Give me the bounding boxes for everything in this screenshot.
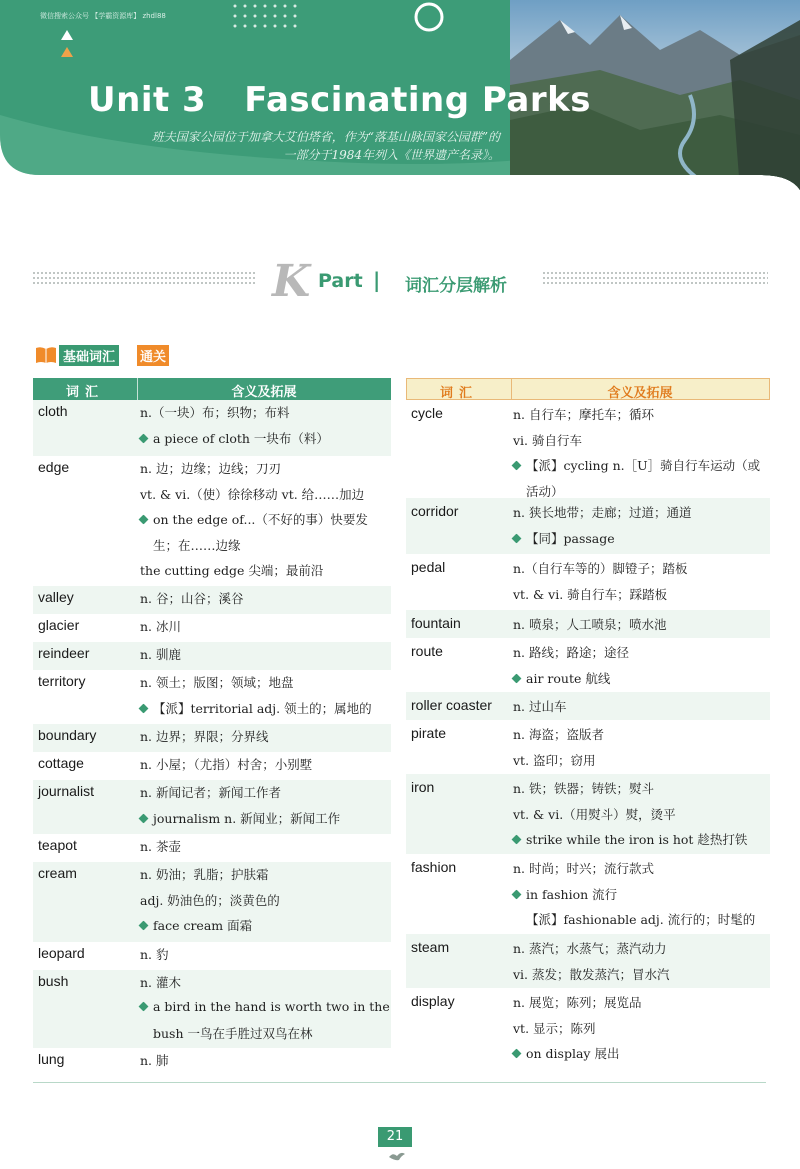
table-header <box>33 378 391 400</box>
line-text: n.（一块）布；织物；布料 <box>140 405 290 420</box>
line-text: n. 豹 <box>140 947 169 962</box>
example-phrase <box>140 809 340 827</box>
vocab-word: pirate <box>411 725 447 741</box>
pen-icon <box>139 703 149 713</box>
line-text: vt. 盗印；窃用 <box>513 752 596 768</box>
vocab-entry <box>33 834 391 862</box>
line-text: n. 喷泉；人工喷泉；喷水池 <box>513 617 667 632</box>
example-phrase <box>140 999 390 1014</box>
vocab-entry <box>33 614 391 642</box>
pen-icon <box>139 813 149 823</box>
line-text: n. 新闻记者；新闻工作者 <box>140 785 281 800</box>
pen-icon <box>512 673 522 683</box>
part-word: Part <box>318 270 363 292</box>
line-text: n. 自行车；摩托车；循环 <box>513 407 654 422</box>
pen-icon <box>139 921 149 931</box>
line-text: vi. 骑自行车 <box>513 432 583 448</box>
line-text: n. 过山车 <box>513 699 567 714</box>
vocab-entry <box>33 862 391 942</box>
part-heading-decoration <box>0 258 800 308</box>
table-body <box>33 400 391 1076</box>
definition-line <box>513 751 596 769</box>
line-text: 【同】passage <box>526 530 615 546</box>
definition-line <box>513 615 667 633</box>
pen-icon <box>512 889 522 899</box>
definition-line <box>513 725 604 743</box>
line-text: vt. 显示；陈列 <box>513 1020 596 1036</box>
example-phrase <box>140 429 329 447</box>
section-label-text: 基础词汇 <box>59 345 119 366</box>
line-text: vt. & vi.（使）徐徐移动 vt. 给……加边 <box>140 486 365 502</box>
line-text: n. 时尚；时兴；流行款式 <box>513 861 654 876</box>
header-meaning: 含义及拓展 <box>607 386 673 401</box>
line-text: n. 小屋；（尤指）村舍；小别墅 <box>140 757 313 772</box>
definition-line <box>513 939 667 957</box>
definition-line <box>140 645 181 663</box>
line-text: n. 海盗；盗版者 <box>513 727 604 742</box>
example-phrase <box>513 1044 619 1062</box>
vocab-entry <box>33 1048 391 1076</box>
line-text: a piece of cloth 一块布（料） <box>153 430 329 446</box>
definition-line <box>140 1051 169 1069</box>
vocab-word: corridor <box>411 503 459 519</box>
header-topline: 微信搜索公众号 【学霸资源库】 zhdl88 <box>40 12 166 20</box>
vocab-entry <box>33 942 391 970</box>
definition-line <box>513 643 629 661</box>
vocab-word: cream <box>38 865 77 881</box>
vocab-word: edge <box>38 459 70 475</box>
vocab-word: leopard <box>38 945 85 961</box>
vocab-entry <box>406 554 770 610</box>
line-text: 生；在……边缘 <box>153 537 241 553</box>
line-text: n.（自行车等的）脚镫子；踏板 <box>513 561 688 576</box>
vocab-word: roller coaster <box>411 697 492 713</box>
vocab-word: teapot <box>38 837 77 853</box>
line-text: n. 路线；路途；途径 <box>513 645 629 660</box>
vocab-word: iron <box>411 779 435 795</box>
line-text: n. 狭长地带；走廊；过道；通道 <box>513 505 692 520</box>
vocab-word: bush <box>38 973 69 989</box>
line-text: 【派】cycling n.［U］骑自行车运动（或 <box>526 458 761 473</box>
example-phrase <box>513 529 615 547</box>
example-phrase <box>513 830 747 848</box>
vocab-word: glacier <box>38 617 80 633</box>
line-text: journalism n. 新闻业；新闻工作 <box>153 810 341 826</box>
definition-line <box>513 697 567 715</box>
line-text: on display 展出 <box>526 1046 620 1061</box>
pen-icon <box>512 1049 522 1059</box>
unit-name: Fascinating Parks <box>244 80 591 120</box>
vocab-word: route <box>411 643 443 659</box>
definition-line <box>140 459 281 477</box>
unit-title <box>88 80 591 120</box>
vocab-entry <box>33 724 391 752</box>
vocab-entry <box>406 934 770 988</box>
pen-icon <box>512 461 522 471</box>
header-meaning: 含义及拓展 <box>231 385 297 400</box>
pen-icon <box>139 433 149 443</box>
definition-line <box>140 973 181 991</box>
definition-line <box>513 965 670 983</box>
example-phrase <box>140 916 252 934</box>
pen-icon <box>512 835 522 845</box>
pen-icon <box>139 1001 149 1011</box>
vocab-entry <box>406 400 770 498</box>
example-phrase <box>140 699 372 717</box>
banner-caption <box>152 128 500 164</box>
vocab-word: territory <box>38 673 86 689</box>
vocab-word: pedal <box>411 559 446 575</box>
vocab-entry <box>33 752 391 780</box>
definition-line <box>140 403 290 421</box>
vocab-word: cycle <box>411 405 443 421</box>
line-text: face cream 面霜 <box>153 918 253 933</box>
definition-line <box>140 891 280 909</box>
vocab-word: journalist <box>38 783 95 799</box>
definition-line <box>513 503 692 521</box>
definition-line <box>140 727 269 745</box>
line-text: in fashion 流行 <box>526 886 618 902</box>
line-text: bush 一鸟在手胜过双鸟在林 <box>153 1026 313 1041</box>
line-text: adj. 奶油色的；淡黄色的 <box>140 892 280 908</box>
vocab-word: lung <box>38 1051 65 1067</box>
line-text: n. 奶油；乳脂；护肤霜 <box>140 867 269 882</box>
vocab-word: steam <box>411 939 450 955</box>
table-body <box>406 400 770 1066</box>
definition-line <box>513 559 688 577</box>
line-text: n. 边；边缘；边线；刀刃 <box>140 461 281 476</box>
example-phrase <box>513 669 610 687</box>
vocab-entry <box>33 970 391 1048</box>
header-word: 词汇 <box>65 385 104 400</box>
definition-line <box>513 405 654 423</box>
line-text: on the edge of...（不好的事）快要发 <box>153 512 368 527</box>
vocab-word: boundary <box>38 727 97 743</box>
line-text: n. 领土；版图；领域；地盘 <box>140 675 294 690</box>
book-icon <box>35 345 57 365</box>
vocab-entry <box>406 720 770 774</box>
line-text: the cutting edge 尖端；最前沿 <box>140 563 324 578</box>
line-text: vi. 蒸发；散发蒸汽；冒水汽 <box>513 966 670 982</box>
line-text: n. 肺 <box>140 1053 169 1068</box>
definition-line <box>140 865 269 883</box>
page-number: 21 <box>378 1127 412 1147</box>
definition-line <box>140 485 364 503</box>
table-header <box>406 378 770 400</box>
part-letter: K <box>272 258 311 307</box>
unit-label: Unit 3 <box>88 80 207 120</box>
vocab-word: cottage <box>38 755 84 771</box>
vocab-entry <box>33 586 391 614</box>
vocab-entry <box>33 670 391 724</box>
definition-line <box>140 673 294 691</box>
vocab-table-right <box>406 378 770 1066</box>
definition-line <box>513 805 676 823</box>
vocab-entry <box>33 642 391 670</box>
vocab-word: cloth <box>38 403 68 419</box>
vocab-entry <box>406 610 770 638</box>
definition-line <box>140 837 181 855</box>
example-phrase <box>140 510 368 528</box>
line-text: 【派】territorial adj. 领土的；属地的 <box>153 700 372 716</box>
vocab-entry <box>406 692 770 720</box>
definition-line <box>513 779 654 797</box>
line-text: a bird in the hand is worth two in the <box>153 998 390 1014</box>
definition-line <box>513 993 642 1011</box>
vocab-entry <box>406 498 770 554</box>
definition-line <box>513 585 667 603</box>
vocab-entry <box>406 854 770 934</box>
line-text: 活动） <box>526 483 564 499</box>
vocab-entry <box>33 456 391 586</box>
definition-line <box>513 859 654 877</box>
definition-line <box>513 1019 596 1037</box>
definition-line <box>140 589 244 607</box>
line-text: n. 展览；陈列；展览品 <box>513 995 642 1010</box>
line-text: strike while the iron is hot 趁热打铁 <box>526 832 748 847</box>
definition-line <box>153 1024 313 1042</box>
vocab-entry <box>406 638 770 692</box>
header-word: 词汇 <box>439 386 478 401</box>
definition-line <box>526 910 755 928</box>
line-text: n. 蒸汽；水蒸气；蒸汽动力 <box>513 941 667 956</box>
vocab-entry <box>33 400 391 456</box>
definition-line <box>513 431 582 449</box>
vocab-entry <box>406 774 770 854</box>
vocab-word: fountain <box>411 615 461 631</box>
definition-line <box>140 945 169 963</box>
line-text: n. 冰川 <box>140 619 181 634</box>
example-phrase <box>513 885 617 903</box>
line-text: n. 谷；山谷；溪谷 <box>140 591 244 606</box>
vocab-word: reindeer <box>38 645 90 661</box>
section-label-tag: 通关 <box>137 345 169 366</box>
line-text: air route 航线 <box>526 670 611 686</box>
line-text: n. 茶壶 <box>140 839 181 854</box>
vocab-entry <box>33 780 391 834</box>
definition-line <box>526 482 564 500</box>
definition-line <box>140 617 181 635</box>
definition-line <box>153 536 241 554</box>
line-text: n. 铁；铁器；铸铁；熨斗 <box>513 781 654 796</box>
example-phrase <box>513 456 760 474</box>
line-text: vt. & vi.（用熨斗）熨，烫平 <box>513 806 676 822</box>
vocab-entry <box>406 988 770 1066</box>
vocab-table-left <box>33 378 391 1076</box>
line-text: n. 边界；界限；分界线 <box>140 729 269 744</box>
pen-icon <box>139 515 149 525</box>
caption-line: 一部分于1984年列入《世界遗产名录》。 <box>283 148 500 162</box>
line-text: n. 灌木 <box>140 975 181 990</box>
definition-line <box>140 783 281 801</box>
definition-line <box>140 561 323 579</box>
line-text: n. 驯鹿 <box>140 647 181 662</box>
pen-icon <box>512 533 522 543</box>
line-text: vt. & vi. 骑自行车；踩踏板 <box>513 586 668 602</box>
bottom-divider <box>33 1082 766 1083</box>
line-text: 【派】fashionable adj. 流行的；时髦的 <box>526 912 756 927</box>
part-separator: | <box>373 268 381 292</box>
definition-line <box>140 755 312 773</box>
caption-line: 班夫国家公园位于加拿大艾伯塔省，作为“落基山脉国家公园群”的 <box>151 130 500 144</box>
vocab-word: display <box>411 993 455 1009</box>
vocab-word: fashion <box>411 859 457 875</box>
part-title: 词汇分层解析 <box>405 276 507 296</box>
bird-icon <box>388 1150 406 1162</box>
vocab-word: valley <box>38 589 74 605</box>
